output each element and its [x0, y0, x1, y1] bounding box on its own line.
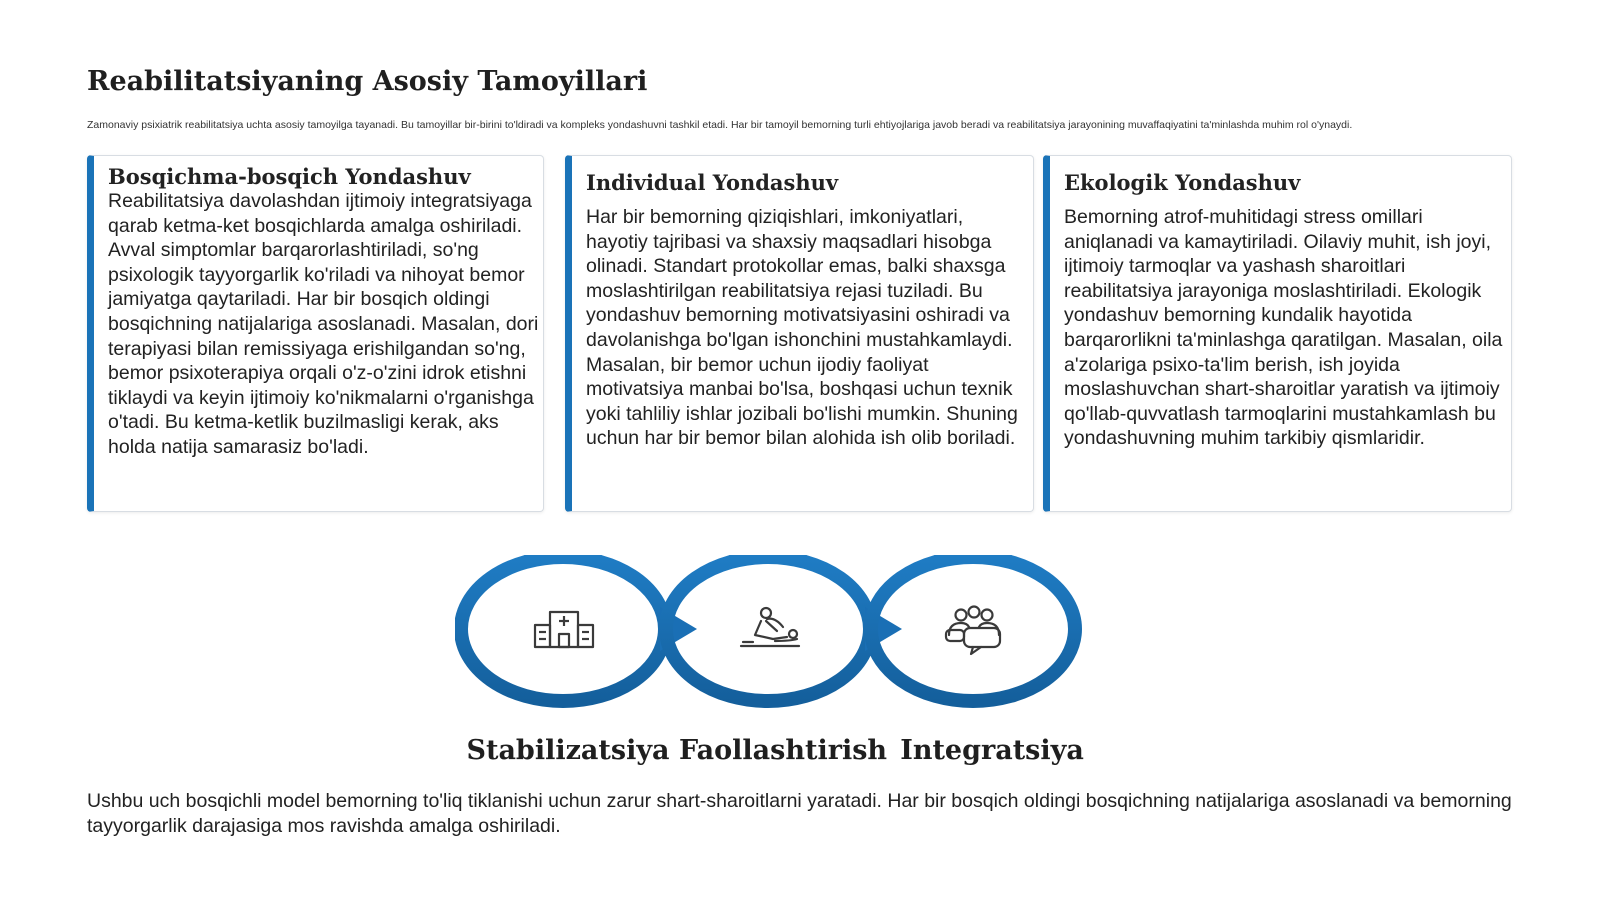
- summary-text: Ushbu uch bosqichli model bemorning to'liq tiklanishi uchun zarur shart-sharoitlarni yaratadi. Har bir bosqich oldingi bosqichning natijalariga asoslanadi va bemorning tayyorgarlik darajasiga mos ravishda amalga oshiriladi.: [87, 790, 1512, 837]
- card-body: Reabilitatsiya davolashdan ijtimoiy integratsiyaga qarab ketma-ket bosqichlarda amalga oshiriladi. Avval simptomlar barqarorlashtiriladi, so'ng psixologik tayyorgarlik ko'riladi va nihoyat bemor jamiyatga qaytariladi. Har bir bosqich oldingi bosqichning natijalariga asoslanadi. Masalan, dori terapiyasi bilan remissiyaga erishilgandan so'ng, bemor psixoterapiya orqali o'z-o'zini idrok etishni tiklaydi va keyin ijtimoiy ko'nikmalarni o'rganishga o'tadi. Bu ketma-ketlik buzilmasligi kerak, aks holda natija samarasiz bo'ladi.: [108, 190, 539, 458]
- stage-label-stabilization: Stabilizatsiya: [466, 735, 670, 766]
- community-chat-icon: [946, 607, 1000, 655]
- stage-cycle-diagram: [455, 555, 1115, 730]
- card-heading: Ekologik Yondashuv: [1064, 170, 1301, 195]
- intro-text: Zamonaviy psixiatrik reabilitatsiya uchta asosiy tamoyilga tayanadi. Bu tamoyillar bir-birini to'ldiradi va kompleks yondashuvni tashkil etadi. Har bir tamoyil bemorning turli ehtiyojlariga javob beradi va reabilitatsiya jarayonining muvaffaqiyatini ta'minlashda muhim rol o'ynaydi.: [87, 119, 1353, 131]
- card-body: Bemorning atrof-muhitidagi stress omillari aniqlanadi va kamaytiriladi. Oilaviy muhit, ish joyi, ijtimoiy tarmoqlar va yashash sharoitlari reabilitatsiya jarayoniga moslashtiriladi. Ekologik yondashuv bemorning kundalik hayotida barqarorlikni ta'minlashga qaratilgan. Masalan, oila a'zolariga psixo-ta'lim berish, ish joyida moslashuvchan shart-sharoitlar yaratish va ijtimoiy qo'llab-quvvatlash tarmoqlarini mustahkamlash bu yondashuvning muhim tarkibiy qismlaridir.: [1064, 206, 1503, 450]
- card-individual-approach: [565, 155, 1034, 512]
- page-title: Reabilitatsiyaning Asosiy Tamoyillari: [87, 66, 648, 97]
- card-heading: Bosqichma-bosqich Yondashuv: [108, 164, 471, 189]
- card-heading: Individual Yondashuv: [586, 170, 839, 195]
- card-ecological-approach: [1043, 155, 1512, 512]
- stage-label-activation: Faollashtirish: [678, 735, 888, 766]
- card-body: Har bir bemorning qiziqishlari, imkoniyatlari, hayotiy tajribasi va shaxsiy maqsadlari hisobga olinadi. Standart protokollar emas, balki shaxsga moslashtirilgan reabilitatsiya rejasi tuziladi. Bu yondashuv bemorning motivatsiyasini oshiradi va davolanishga bo'lgan ishonchini mustahkamlaydi. Masalan, bir bemor uchun ijodiy faoliyat motivatsiya manbai bo'lsa, boshqasi uchun texnik yoki tahliliy ishlar jozibali bo'lishi mumkin. Shuning uchun har bir bemor bilan alohida ish olib boriladi.: [586, 206, 1018, 450]
- stage-label-integration: Integratsiya: [900, 735, 1084, 766]
- card-stepwise-approach: [87, 155, 544, 512]
- hospital-icon: [535, 612, 593, 647]
- massage-therapy-icon: [741, 608, 799, 646]
